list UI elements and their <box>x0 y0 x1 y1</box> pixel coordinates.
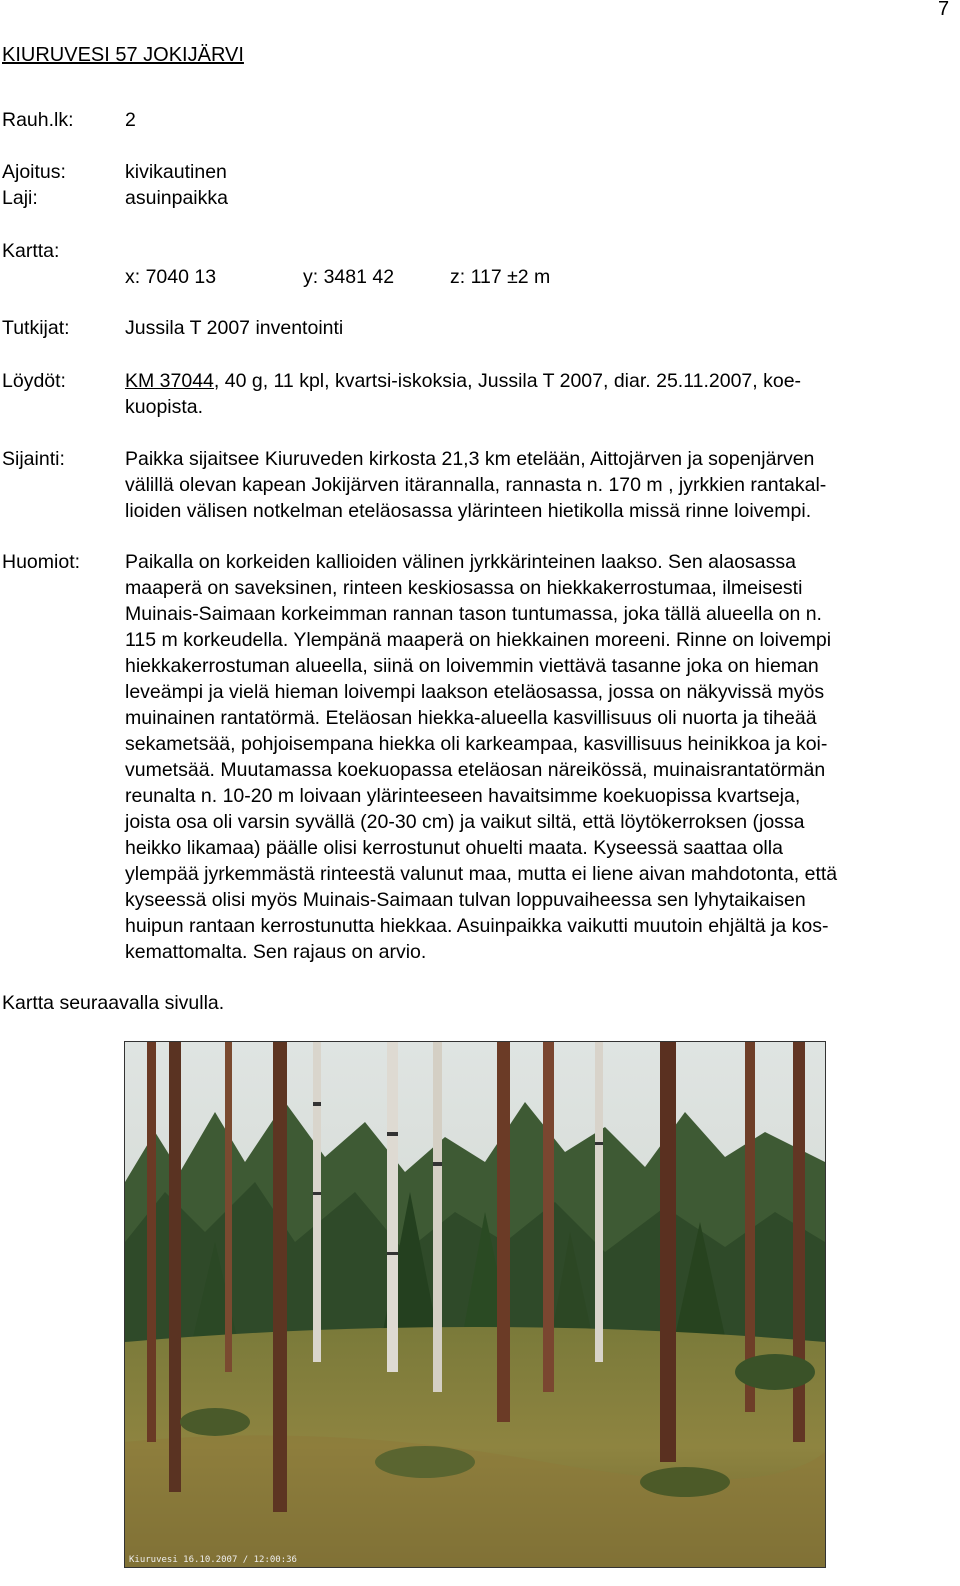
huomiot-line: Paikalla on korkeiden kallioiden välinen jyrkkärinteinen laakso. Sen alaosassa <box>125 551 796 573</box>
huomiot-text <box>125 549 955 965</box>
huomiot-line: maaperä on saveksinen, rinteen keskiosassa on hiekkakerrostumaa, ilmeisesti <box>125 577 803 599</box>
tutkijat-label: Tutkijat: <box>2 317 70 339</box>
ajoitus-value: kivikautinen <box>125 161 227 183</box>
loydot-text: , 40 g, 11 kpl, kvartsi-iskoksia, Jussila T 2007, diar. 25.11.2007, koe- <box>213 370 802 392</box>
tutkijat-value: Jussila T 2007 inventointi <box>125 317 344 339</box>
km-number: KM 37044 <box>125 370 214 392</box>
huomiot-line: Muinais-Saimaan korkeimman rannan tason tuntumassa, joka tällä alueella on n. <box>125 603 822 625</box>
loydot-value <box>125 368 955 420</box>
rauhlk-label: Rauh.lk: <box>2 109 74 131</box>
huomiot-line: huipun rantaan kerrostunutta hiekkaa. Asuinpaikka vaikutti muutoin ehjältä ja kos- <box>125 915 829 937</box>
laji-label: Laji: <box>2 187 38 209</box>
huomiot-line: muinainen rantatörmä. Eteläosan hiekka-alueella kasvillisuus oli nuorta ja tiheää <box>125 707 817 729</box>
rauhlk-value: 2 <box>125 109 136 131</box>
sijainti-text <box>125 446 955 524</box>
huomiot-line: 115 m korkeudella. Ylempänä maaperä on hiekkainen moreeni. Rinne on loivempi <box>125 629 832 651</box>
huomiot-line: hiekkakerrostuman alueella, siinä on loivemmin viettävä tasanne joka on hieman <box>125 655 819 677</box>
loydot-label: Löydöt: <box>2 370 66 392</box>
page-title: KIURUVESI 57 JOKIJÄRVI <box>2 44 244 66</box>
huomiot-line: kyseessä olisi myös Muinais-Saimaan tulvan loppuvaiheessa sen lyhytaikaisen <box>125 889 806 911</box>
huomiot-line: sekametsää, pohjoisempana hiekka oli karkeampaa, kasvillisuus heinikkoa ja koi- <box>125 733 828 755</box>
laji-value: asuinpaikka <box>125 187 228 209</box>
huomiot-line: vumetsää. Muutamassa koekuopassa eteläosan näreikössä, muinaisrantatörmän <box>125 759 826 781</box>
photo-timestamp: Kiuruvesi 16.10.2007 / 12:00:36 <box>129 1555 297 1565</box>
coord-z: z: 117 ±2 m <box>450 266 551 288</box>
sijainti-line: lioiden välisen notkelman eteläosassa ylärinteen hietikolla missä rinne loivempi. <box>125 500 812 522</box>
coord-y: y: 3481 42 <box>303 266 395 288</box>
sijainti-label: Sijainti: <box>2 448 65 470</box>
huomiot-label: Huomiot: <box>2 551 81 573</box>
map-note: Kartta seuraavalla sivulla. <box>2 992 225 1014</box>
ajoitus-label: Ajoitus: <box>2 161 66 183</box>
coord-x: x: 7040 13 <box>125 266 217 288</box>
page-number: 7 <box>938 0 950 20</box>
huomiot-line: heikko likamaa) päälle olisi kerrostunut ohuelti maata. Kyseessä saattaa olla <box>125 837 783 859</box>
loydot-text-line2: kuopista. <box>125 396 204 418</box>
huomiot-line: reunalta n. 10-20 m loivaan ylärinteeseen havaitsimme koekuopissa kvartseja, <box>125 785 801 807</box>
huomiot-line: leveämpi ja vielä hieman loivempi laakson eteläosassa, jossa on näkyvissä myös <box>125 681 825 703</box>
sijainti-line: välillä olevan kapean Jokijärven itärannalla, rannasta n. 170 m , jyrkkien rantakal- <box>125 474 827 496</box>
kartta-label: Kartta: <box>2 240 60 262</box>
forest-photo <box>124 1041 826 1568</box>
sijainti-line: Paikka sijaitsee Kiuruveden kirkosta 21,3 km etelään, Aittojärven ja sopenjärven <box>125 448 815 470</box>
huomiot-line: ylempää jyrkemmästä rinteestä valunut maa, mutta ei liene aivan mahdotonta, että <box>125 863 838 885</box>
huomiot-line: joista osa oli varsin syvällä (20-30 cm) ja vaikut siltä, että löytökerroksen (jossa <box>125 811 805 833</box>
huomiot-line: kemattomalta. Sen rajaus on arvio. <box>125 941 427 963</box>
